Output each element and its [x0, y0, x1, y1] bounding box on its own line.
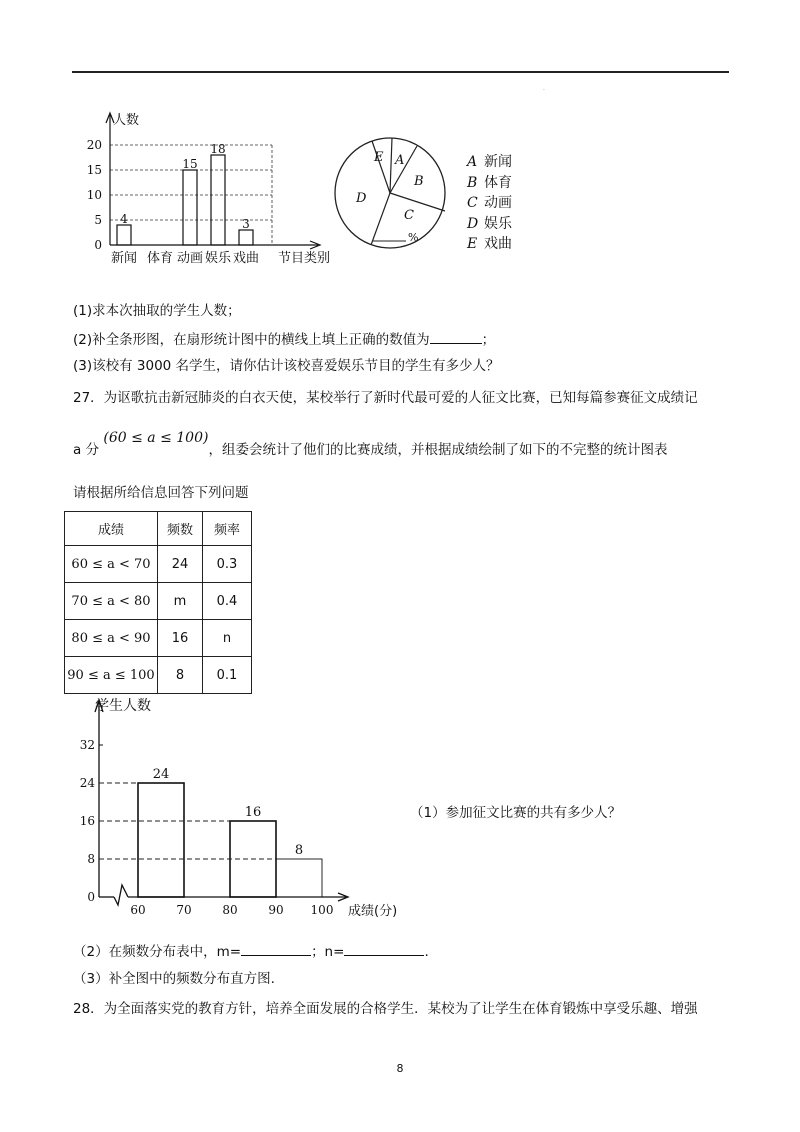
q28-intro: 28．为全面落实党的教育方针，培养全面发展的合格学生．某校为了让学生在体育锻炼中享受乐趣、增强	[73, 1001, 698, 1017]
table-header: 频数	[158, 512, 203, 546]
table-cell-rate: 0.1	[203, 657, 252, 694]
pie-slice-letter-d: D	[356, 191, 367, 206]
table-row	[65, 657, 252, 694]
legend-item	[467, 213, 512, 234]
legend-item	[467, 192, 512, 213]
legend-label: 动画	[484, 195, 512, 211]
m-answer-blank[interactable]	[241, 941, 311, 956]
legend-label: 新闻	[484, 154, 512, 170]
x-tick-label: 80	[222, 903, 238, 917]
table-row	[65, 583, 252, 620]
q27-question2	[73, 941, 429, 961]
x-tick-label: 娱乐	[204, 251, 232, 266]
q27-question1: （1）参加征文比赛的共有多少人？	[410, 805, 622, 821]
legend-label: 体育	[484, 174, 512, 191]
score-histogram	[60, 690, 420, 920]
n-answer-blank[interactable]	[344, 941, 424, 956]
header-rule	[72, 71, 729, 73]
table-cell-range: 60 ≤ a < 70	[65, 546, 158, 583]
header-dot: .	[543, 85, 545, 92]
legend-label: 戏曲	[484, 236, 512, 252]
legend-letter: E	[467, 236, 478, 252]
table-cell-range: 80 ≤ a < 90	[65, 620, 158, 657]
table-cell-rate: 0.3	[203, 546, 252, 583]
x-tick-label: 动画	[176, 251, 204, 266]
q26-part2-text: (2)补全条形图，在扇形统计图中的横线上填上正确的数值为	[73, 332, 430, 348]
y-tick-label: 5	[94, 213, 102, 227]
q27-question2-end: .	[424, 944, 429, 960]
legend-item	[467, 151, 512, 172]
y-axis-label: 人数	[113, 113, 140, 128]
y-tick-label: 20	[86, 138, 102, 152]
x-tick-label: 新闻	[110, 251, 138, 266]
x-axis-label: 节目类别	[278, 251, 331, 266]
program-bar-chart	[80, 105, 345, 270]
x-tick-label: 戏曲	[232, 251, 260, 266]
table-cell-frequency: 24	[158, 546, 203, 583]
q27-question2-text: （2）在频数分布表中，m=	[73, 944, 242, 960]
q26-part1: (1)求本次抽取的学生人数；	[73, 303, 241, 319]
table-cell-frequency: 8	[158, 657, 203, 694]
table-row	[65, 546, 252, 583]
histogram-bar	[138, 783, 184, 897]
y-tick-label: 32	[79, 738, 95, 752]
table-cell-range: 70 ≤ a < 80	[65, 583, 158, 620]
x-tick-label: 100	[310, 903, 334, 917]
q27-prompt: 请根据所给信息回答下列问题	[73, 485, 249, 501]
pie-slice-letter-b: B	[414, 174, 424, 189]
bar-value-label: 8	[294, 843, 304, 858]
q27-score-range: (60 ≤ a ≤ 100)	[103, 430, 209, 446]
bar-value-label: 3	[242, 217, 250, 231]
x-tick-label: 90	[268, 903, 284, 917]
legend-item	[467, 233, 512, 254]
q27-score-var: a 分	[73, 442, 100, 458]
legend-letter: A	[467, 154, 478, 170]
q26-part2-end: ；	[481, 332, 496, 348]
pie-percent-sign: %	[408, 231, 419, 244]
bar-value-label: 16	[244, 805, 262, 820]
q27-question2-sep: ；n=	[311, 944, 345, 960]
y-tick-label: 24	[79, 776, 95, 790]
bar-value-label: 18	[210, 142, 226, 156]
y-tick-label: 16	[79, 814, 95, 828]
pie-legend	[467, 151, 512, 254]
y-tick-label: 0	[87, 890, 95, 904]
table-header: 成绩	[65, 512, 158, 546]
bar	[183, 170, 197, 245]
bar	[239, 230, 253, 245]
legend-label: 娱乐	[484, 215, 512, 232]
table-cell-rate: 0.4	[203, 583, 252, 620]
frequency-table	[64, 511, 252, 694]
q26-part2	[73, 329, 495, 349]
table-header-row	[65, 512, 252, 546]
bar	[117, 225, 131, 245]
bar-value-label: 24	[152, 767, 170, 782]
bar	[211, 155, 225, 245]
q27-intro-line2	[73, 430, 668, 459]
y-tick-label: 0	[94, 238, 102, 252]
table-header: 频率	[203, 512, 252, 546]
table-cell-frequency: 16	[158, 620, 203, 657]
pie-slice-letter-a: A	[395, 153, 405, 168]
table-cell-rate: n	[203, 620, 252, 657]
page-number: 8	[396, 1062, 404, 1075]
histogram-bar	[276, 859, 322, 897]
axis-break	[114, 885, 128, 905]
legend-letter: D	[467, 215, 479, 232]
x-tick-label: 60	[130, 903, 146, 917]
y-tick-label: 10	[86, 188, 102, 202]
legend-item	[467, 172, 512, 193]
y-axis-label: 学生人数	[95, 698, 151, 714]
pie-slice-letter-c: C	[404, 208, 414, 223]
table-row	[65, 620, 252, 657]
pie-slice-letter-e: E	[374, 150, 384, 165]
y-tick-label: 8	[87, 852, 95, 866]
q27-intro-line2-rest: ，组委会统计了他们的比赛成绩，并根据成绩绘制了如下的不完整的统计图表	[208, 442, 668, 458]
table-cell-range: 90 ≤ a ≤ 100	[65, 657, 158, 694]
legend-letter: C	[467, 195, 478, 211]
legend-letter: B	[467, 174, 478, 191]
bar-value-label: 4	[120, 212, 128, 226]
q27-intro-line1: 27．为讴歌抗击新冠肺炎的白衣天使，某校举行了新时代最可爱的人征文比赛，已知每篇参赛征文成绩记	[73, 390, 698, 406]
x-tick-label: 体育	[146, 251, 174, 266]
x-axis-label: 成绩(分)	[348, 904, 398, 919]
q27-question3: （3）补全图中的频数分布直方图.	[73, 971, 275, 987]
table-cell-frequency: m	[158, 583, 203, 620]
answer-blank[interactable]	[430, 329, 482, 344]
bar-value-label: 15	[182, 157, 198, 171]
y-tick-label: 15	[86, 163, 102, 177]
q26-part3: (3)该校有 3000 名学生，请你估计该校喜爱娱乐节目的学生有多少人？	[73, 358, 500, 374]
x-tick-label: 70	[176, 903, 192, 917]
